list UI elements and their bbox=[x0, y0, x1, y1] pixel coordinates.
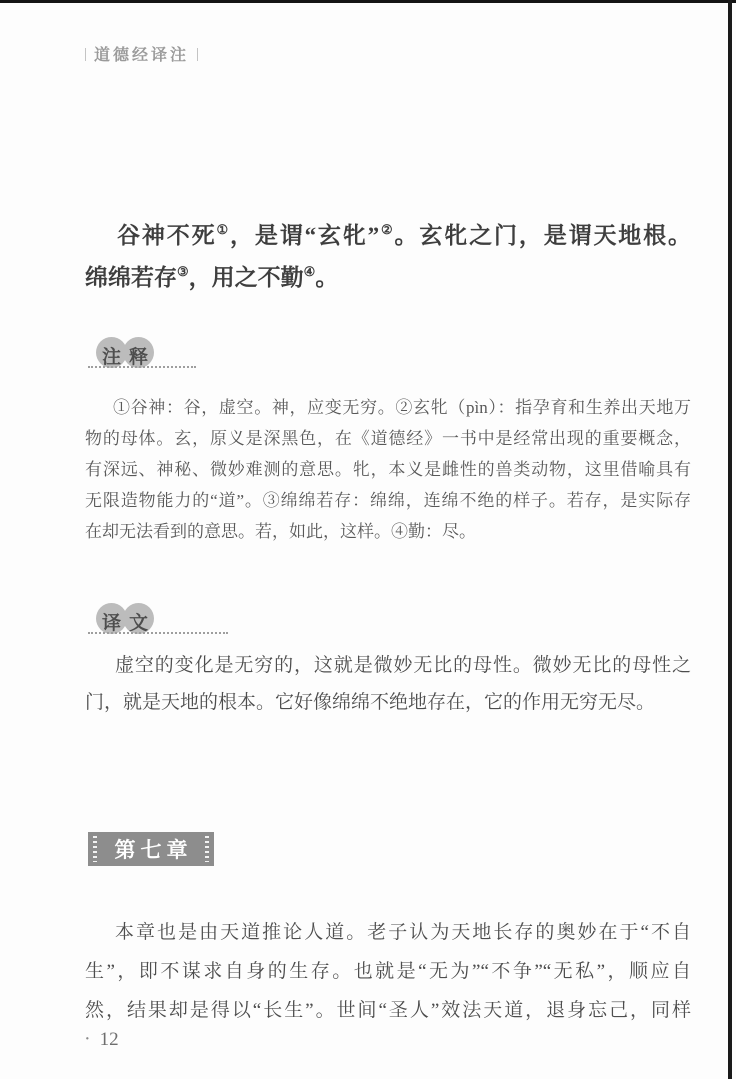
circled-number-superscript: ② bbox=[379, 222, 395, 237]
notes-line: 物的母体。玄，原义是深黑色，在《道德经》一书中是经常出现的重要概念， bbox=[85, 429, 691, 448]
page-footer bbox=[84, 1028, 119, 1051]
translation-paragraph bbox=[85, 647, 691, 721]
translation-line: 虚空的变化是无穷的，这就是微妙无比的母性。微妙无比的母性之 bbox=[115, 655, 691, 676]
notes-section-seal bbox=[96, 337, 158, 369]
quote-text: 。 bbox=[315, 265, 339, 290]
notes-line: 无限造物能力的“道”。③绵绵若存：绵绵，连绵不绝的样子。若存，是实际存 bbox=[85, 491, 691, 510]
notes-dotted-underline bbox=[88, 366, 196, 368]
banner-right-ornament-icon bbox=[205, 836, 209, 862]
running-head-bar-left: | bbox=[84, 45, 88, 62]
translation-section-title: 译文 bbox=[102, 613, 157, 634]
chapter-banner bbox=[88, 832, 214, 866]
quote-line-2 bbox=[85, 251, 691, 293]
quote-text: ，是谓“玄牝” bbox=[229, 223, 380, 248]
scan-edge-top bbox=[0, 0, 736, 3]
chapter-banner-title: 第七章 bbox=[114, 838, 193, 862]
notes-line: 有深远、神秘、微妙难测的意思。牝，本义是雌性的兽类动物，这里借喻具有 bbox=[85, 460, 691, 479]
commentary-line: 生”，即不谋求自身的生存。也就是“无为”“不争”“无私”，顺应自 bbox=[85, 961, 691, 982]
quote-text: 谷神不死 bbox=[117, 223, 217, 248]
notes-section-title: 注释 bbox=[102, 347, 157, 368]
quote-line-1 bbox=[85, 209, 691, 251]
scan-edge-right bbox=[728, 0, 732, 1079]
commentary-paragraph bbox=[85, 913, 691, 1030]
translation-line: 门，就是天地的根本。它好像绵绵不绝地存在，它的作用无穷无尽。 bbox=[85, 692, 656, 713]
quote-text: 。玄牝之门，是谓天地根。 bbox=[394, 223, 692, 248]
circled-number-superscript: ③ bbox=[177, 264, 189, 279]
running-head-bar-right: | bbox=[196, 45, 200, 62]
commentary-line: 然，结果却是得以“长生”。世间“圣人”效法天道，退身忘己，同样 bbox=[85, 1000, 691, 1021]
circled-number-superscript: ① bbox=[216, 222, 230, 237]
page-number: 12 bbox=[99, 1028, 119, 1050]
circled-number-superscript: ④ bbox=[303, 264, 316, 279]
notes-line: ①谷神：谷，虚空。神，应变无穷。②玄牝（pìn）：指孕育和生养出天地万 bbox=[113, 398, 691, 417]
commentary-line: 本章也是由天道推论人道。老子认为天地长存的奥妙在于“不自 bbox=[115, 922, 691, 943]
notes-paragraph bbox=[85, 392, 691, 547]
running-head bbox=[84, 42, 199, 65]
translation-section-seal bbox=[96, 603, 158, 635]
quote-text: ，用之不勤 bbox=[188, 265, 304, 290]
translation-dotted-underline bbox=[88, 632, 228, 634]
page-number-bullet: · bbox=[84, 1028, 91, 1050]
book-title: 道德经译注 bbox=[94, 47, 190, 64]
notes-line: 在却无法看到的意思。若，如此，这样。④勤：尽。 bbox=[85, 522, 476, 541]
quote-text: 绵绵若存 bbox=[85, 265, 177, 290]
chapter-quote bbox=[85, 209, 691, 293]
